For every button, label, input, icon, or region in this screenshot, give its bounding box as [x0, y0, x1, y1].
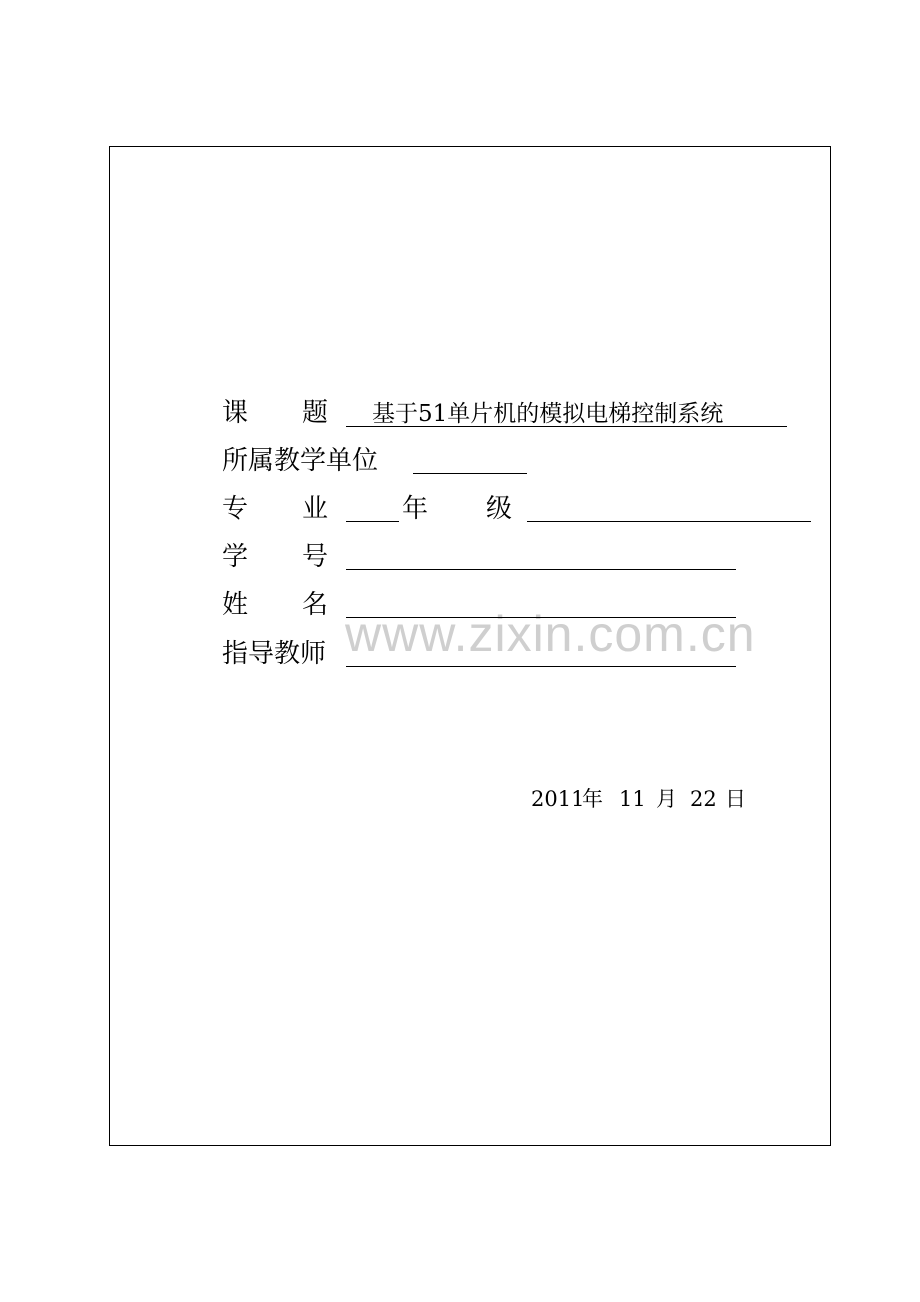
grade-label-char-2: 级	[486, 494, 513, 524]
student-id-field	[346, 569, 736, 570]
name-label-char-2: 名	[302, 590, 329, 620]
date-day: 22	[690, 787, 717, 811]
advisor-field	[346, 666, 736, 667]
date-month: 11	[619, 787, 646, 811]
unit-label: 所属教学单位	[222, 446, 379, 476]
topic-value: 基于51单片机的模拟电梯控制系统	[372, 401, 724, 427]
grade-label-char-1: 年	[402, 494, 429, 524]
student-id-label-char-1: 学	[222, 542, 249, 572]
major-label-char-2: 业	[302, 494, 329, 524]
watermark: www.zixin.com.cn	[345, 606, 756, 662]
date-line	[531, 786, 751, 812]
name-field	[346, 617, 736, 618]
topic-label-char-1: 课	[222, 398, 249, 428]
advisor-label: 指导教师	[222, 639, 327, 669]
name-label-char-1: 姓	[222, 590, 249, 620]
date-year-unit: 年	[582, 787, 603, 811]
major-label-char-1: 专	[222, 494, 249, 524]
unit-field	[413, 473, 527, 474]
major-field	[346, 521, 399, 522]
date-month-unit: 月	[656, 787, 677, 811]
date-day-unit: 日	[725, 787, 746, 811]
topic-label-char-2: 题	[302, 398, 329, 428]
date-year: 2011	[531, 787, 585, 811]
grade-field	[527, 521, 811, 522]
topic-underline	[346, 426, 787, 427]
student-id-label-char-2: 号	[302, 542, 329, 572]
